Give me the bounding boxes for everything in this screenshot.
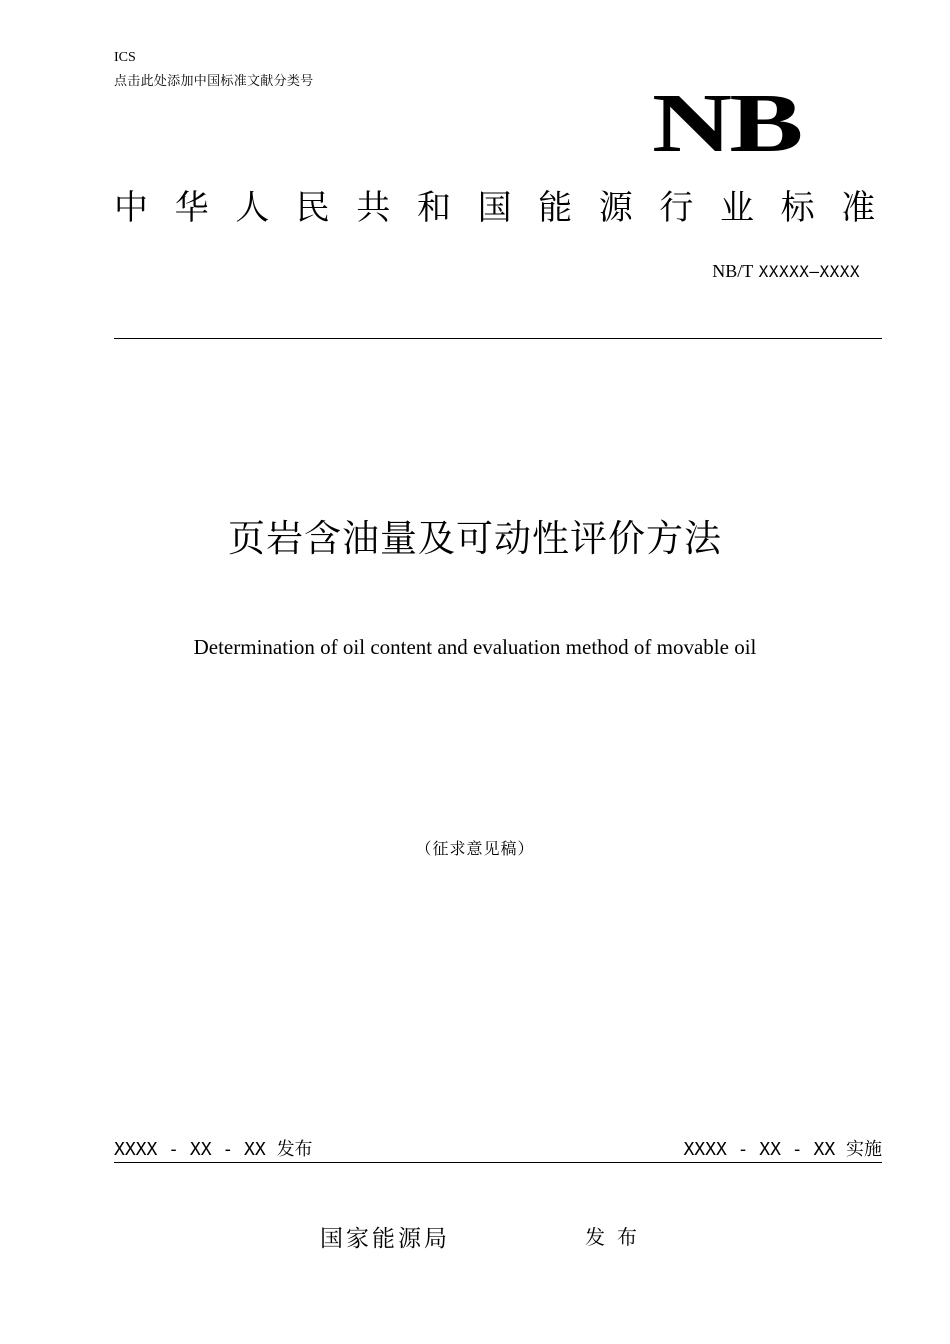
organization-title: 中华人民共和国能源行业标准	[114, 188, 902, 228]
issue-date	[114, 1137, 313, 1163]
publish-label: 发布	[585, 1225, 649, 1249]
draft-status: （征求意见稿）	[415, 839, 535, 858]
document-title-cn: 页岩含油量及可动性评价方法	[228, 517, 722, 560]
standard-logo: NB	[652, 77, 801, 170]
implementation-date	[683, 1137, 882, 1163]
ics-label: ICS	[114, 50, 136, 65]
implementation-date-value: XXXX - XX - XX	[683, 1139, 836, 1160]
issue-date-value: XXXX - XX - XX	[114, 1139, 266, 1160]
top-divider	[114, 338, 882, 339]
document-title-en: Determination of oil content and evaluation method of movable oil	[193, 635, 757, 659]
bottom-divider	[114, 1162, 882, 1163]
classification-number-placeholder[interactable]: 点击此处添加中国标准文献分类号	[114, 74, 314, 89]
implementation-date-label: 实施	[846, 1139, 882, 1160]
standard-code	[712, 260, 860, 283]
issuing-authority: 国家能源局	[320, 1226, 450, 1252]
standard-code-prefix: NB/T	[712, 261, 754, 281]
issue-date-label: 发布	[276, 1139, 313, 1160]
standard-code-number: XXXXX—XXXX	[758, 262, 860, 281]
